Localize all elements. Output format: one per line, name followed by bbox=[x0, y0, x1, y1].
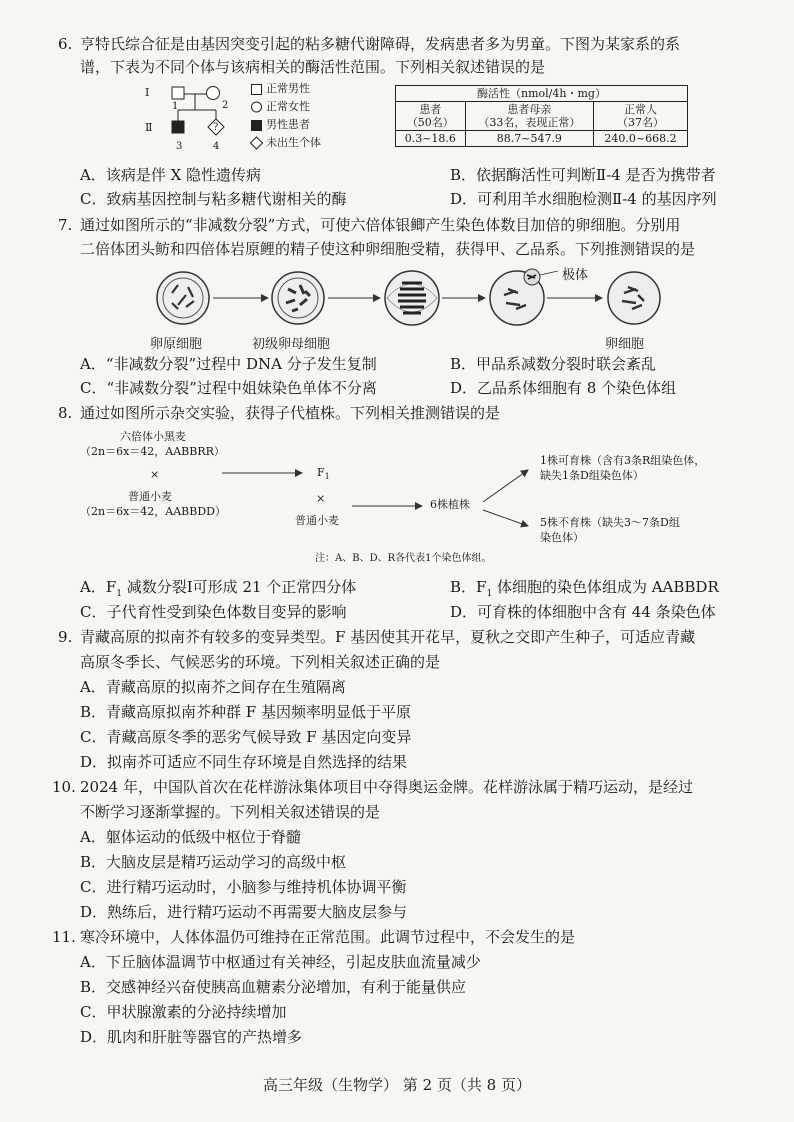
diagram-note: 注：A、B、D、R各代表1个染色体组。 bbox=[315, 553, 492, 564]
q9-option-c[interactable]: C．青藏高原冬季的恶劣气候导致 F 基因定向变异 bbox=[80, 728, 412, 746]
legend-unborn: 未出生个体 bbox=[266, 136, 321, 149]
q11-option-c[interactable]: C．甲状腺激素的分泌持续增加 bbox=[80, 1003, 287, 1021]
q8-option-a[interactable]: A．$F_1$ 减数分裂Ⅰ可形成 21 个正常四分体 bbox=[80, 578, 357, 599]
q6-stem-line1: 亨特氏综合征是由基因突变引起的粘多糖代谢障碍，发病患者多为男童。下图为某家系的系 bbox=[80, 35, 681, 53]
q9-number: 9. bbox=[58, 628, 73, 646]
cross-diagram bbox=[80, 428, 740, 566]
table-col-header: 患者母亲 （33名，表现正常） bbox=[465, 102, 593, 131]
f1-label: $F_1$ bbox=[317, 466, 330, 482]
q7-stem-line1: 通过如图所示的“非减数分裂”方式，可使六倍体银鲫产生染色体数目加倍的卵细胞。分别用 bbox=[80, 216, 681, 234]
q10-stem-line2: 不断学习逐渐掌握的。下列相关叙述错误的是 bbox=[80, 803, 381, 821]
legend-circle-icon bbox=[252, 102, 262, 112]
individual-4-number: 4 bbox=[213, 141, 220, 152]
legend-normal-female: 正常女性 bbox=[266, 100, 310, 113]
primary-oocyte-label: 初级卵母细胞 bbox=[252, 337, 331, 352]
q6-option-c[interactable]: C．致病基因控制与粘多糖代谢相关的酶 bbox=[80, 190, 347, 208]
common-wheat-label: 普通小麦 bbox=[295, 514, 339, 527]
legend-affected-male: 男性患者 bbox=[266, 118, 310, 131]
table-cell: 88.7~547.9 bbox=[465, 131, 593, 147]
pedigree-legend-symbols bbox=[250, 82, 264, 158]
table-col-header: 正常人 （37名） bbox=[594, 102, 688, 131]
q7-option-d[interactable]: D．乙品系体细胞有 8 个染色体组 bbox=[450, 379, 677, 397]
cross-symbol-2: × bbox=[316, 492, 326, 505]
q6-option-b[interactable]: B．依据酶活性可判断Ⅱ-4 是否为携带者 bbox=[450, 166, 716, 184]
cross-symbol: × bbox=[150, 468, 160, 481]
metaphase-cell bbox=[385, 271, 439, 325]
q6-option-a[interactable]: A．该病是伴 X 隐性遗传病 bbox=[80, 166, 262, 184]
q10-option-b[interactable]: B．大脑皮层是精巧运动学习的高级中枢 bbox=[80, 853, 347, 871]
table-header: 酶活性（nmol/4h・mg） bbox=[396, 86, 688, 102]
enzyme-activity-table bbox=[395, 85, 688, 147]
q11-option-d[interactable]: D．肌肉和肝脏等器官的产热增多 bbox=[80, 1028, 303, 1046]
parent1-formula: （2n＝6x＝42，AABBRR） bbox=[80, 445, 225, 458]
individual-2-number: 2 bbox=[222, 100, 229, 111]
q6-stem-line2: 谱，下表为不同个体与该病相关的酶活性范围。下列相关叙述错误的是 bbox=[80, 58, 546, 76]
q10-option-a[interactable]: A．躯体运动的低级中枢位于脊髓 bbox=[80, 828, 301, 846]
q11-stem: 寒冷环境中，人体体温仍可维持在正常范围。此调节过程中，不会发生的是 bbox=[80, 928, 576, 946]
legend-diamond-icon bbox=[251, 137, 263, 149]
legend-square-icon bbox=[252, 85, 262, 95]
q6-number: 6. bbox=[58, 35, 73, 53]
table-cell: 240.0~668.2 bbox=[594, 131, 688, 147]
sterile-plant-line2: 染色体） bbox=[540, 531, 584, 544]
primary-oocyte-cell bbox=[272, 272, 324, 324]
six-plants-label: 6株植株 bbox=[430, 498, 470, 511]
q8-option-d[interactable]: D．可育株的体细胞中含有 44 条染色体 bbox=[450, 603, 716, 621]
gen-i-label: Ⅰ bbox=[145, 86, 150, 99]
egg-cell bbox=[608, 272, 660, 324]
individual-1-number: 1 bbox=[172, 101, 179, 112]
egg-cell-label: 卵细胞 bbox=[605, 337, 645, 352]
parent2-name: 普通小麦 bbox=[128, 490, 172, 503]
q7-option-b[interactable]: B．甲品系减数分裂时联会紊乱 bbox=[450, 355, 657, 373]
table-col-header: 患者 （50名） bbox=[396, 102, 466, 131]
q9-stem-line1: 青藏高原的拟南芥有较多的变异类型。F 基因使其开花早，夏秋之交即产生种子，可适应青藏 bbox=[80, 628, 696, 646]
q9-option-b[interactable]: B．青藏高原拟南芥种群 F 基因频率明显低于平原 bbox=[80, 703, 411, 721]
page-footer: 高三年级（生物学） 第 2 页（共 8 页） bbox=[263, 1076, 531, 1094]
oogonium-label: 卵原细胞 bbox=[150, 337, 203, 352]
q8-stem: 通过如图所示杂交实验，获得子代植株。下列相关推测错误的是 bbox=[80, 404, 501, 422]
q11-number: 11. bbox=[52, 928, 76, 946]
polar-body-label: 极体 bbox=[562, 268, 589, 283]
pedigree-female-i2 bbox=[207, 87, 220, 100]
q9-option-d[interactable]: D．拟南芥可适应不同生存环境是自然选择的结果 bbox=[80, 753, 408, 771]
legend-normal-male: 正常男性 bbox=[266, 82, 310, 95]
q7-stem-line2: 二倍体团头鲂和四倍体岩原鲤的精子使这种卵细胞受精，获得甲、乙品系。下列推测错误的是 bbox=[80, 240, 696, 258]
individual-3-number: 3 bbox=[176, 141, 183, 152]
table-cell: 0.3~18.6 bbox=[396, 131, 466, 147]
parent2-formula: （2n＝6x＝42，AABBDD） bbox=[80, 505, 226, 518]
oogonium-cell bbox=[157, 272, 209, 324]
q11-option-b[interactable]: B．交感神经兴奋使胰高血糖素分泌增加，有利于能量供应 bbox=[80, 978, 467, 996]
q11-option-a[interactable]: A．下丘脑体温调节中枢通过有关神经，引起皮肤血流量减少 bbox=[80, 953, 481, 971]
q10-stem-line1: 2024 年，中国队首次在花样游泳集体项目中夺得奥运金牌。花样游泳属于精巧运动，是经过 bbox=[80, 778, 693, 796]
q8-number: 8. bbox=[58, 404, 73, 422]
meiosis-figure bbox=[150, 265, 670, 335]
gen-ii-label: Ⅱ bbox=[145, 121, 153, 134]
fertile-plant-line1: 1株可育株（含有3条R组染色体， bbox=[540, 454, 706, 467]
unknown-question-mark: ? bbox=[213, 122, 219, 133]
sterile-plant-line1: 5株不育株（缺失3～7条D组 bbox=[540, 516, 680, 529]
pedigree-male-i1 bbox=[172, 87, 184, 99]
pedigree-chart bbox=[145, 80, 385, 160]
q7-number: 7. bbox=[58, 216, 73, 234]
legend-filled-square-icon bbox=[252, 121, 262, 131]
q9-option-a[interactable]: A．青藏高原的拟南芥之间存在生殖隔离 bbox=[80, 678, 346, 696]
parent1-name: 六倍体小黑麦 bbox=[120, 430, 186, 443]
pedigree-affected-male-ii3 bbox=[172, 121, 184, 133]
q7-option-c[interactable]: C．“非减数分裂”过程中姐妹染色单体不分离 bbox=[80, 379, 377, 397]
q7-option-a[interactable]: A．“非减数分裂”过程中 DNA 分子发生复制 bbox=[80, 355, 377, 373]
q9-stem-line2: 高原冬季长、气候恶劣的环境。下列相关叙述正确的是 bbox=[80, 653, 441, 671]
q10-number: 10. bbox=[52, 778, 76, 796]
q8-option-b[interactable]: B．$F_1$ 体细胞的染色体组成为 AABBDR bbox=[450, 578, 719, 599]
q8-option-c[interactable]: C．子代育性受到染色体数目变异的影响 bbox=[80, 603, 347, 621]
q6-option-d[interactable]: D．可利用羊水细胞检测Ⅱ-4 的基因序列 bbox=[450, 190, 717, 208]
fertile-plant-line2: 缺失1条D组染色体） bbox=[540, 469, 644, 482]
dividing-cell bbox=[490, 269, 558, 325]
meiosis-diagram bbox=[150, 265, 670, 353]
q10-option-d[interactable]: D．熟练后，进行精巧运动不再需要大脑皮层参与 bbox=[80, 903, 408, 921]
q10-option-c[interactable]: C．进行精巧运动时，小脑参与维持机体协调平衡 bbox=[80, 878, 407, 896]
